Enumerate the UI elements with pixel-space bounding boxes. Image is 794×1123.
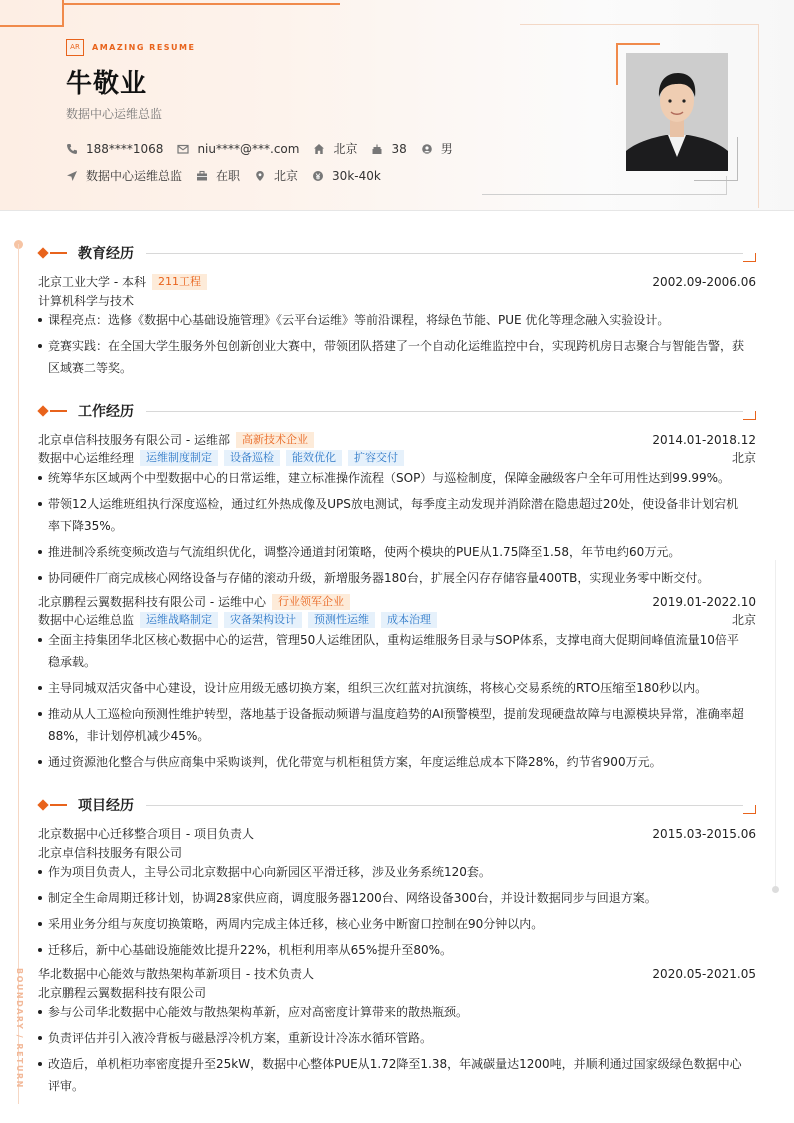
email-item xyxy=(177,142,299,156)
education-date: 2002.09-2006.06 xyxy=(652,274,756,289)
photo-decor-line xyxy=(520,24,758,25)
title-dash xyxy=(50,252,67,254)
top-accent-line xyxy=(64,3,340,5)
avatar xyxy=(626,53,728,171)
job-city: 北京 xyxy=(731,613,756,627)
skill-tag: 能效优化 xyxy=(286,450,342,466)
age-text: 38 xyxy=(391,141,407,156)
projects-section-title xyxy=(38,795,756,815)
home-item xyxy=(313,140,357,157)
salary-item xyxy=(312,169,381,183)
list-item: 竞赛实践：在全国大学生服务外包创新创业大赛中，带领团队搭建了一个自动化运维监控中台，实现跨机房日志聚合与智能告警，获区域赛二等奖。 xyxy=(38,335,750,379)
project-name: 北京数据中心迁移整合项目 - 项目负责人 xyxy=(38,827,254,841)
list-item: 协同硬件厂商完成核心网络设备与存储的滚动升级，新增服务器180台，扩展全闪存存储容量400TB，实现业务零中断交付。 xyxy=(38,567,750,589)
list-item: 采用业务分组与灰度切换策略，两周内完成主体迁移，核心业务中断窗口控制在90分钟以内。 xyxy=(38,913,750,935)
job-role-row xyxy=(38,449,756,466)
candidate-title: 数据中心运维总监 xyxy=(66,107,163,121)
project-entry-head xyxy=(38,825,756,842)
list-item: 主导同城双活灾备中心建设，设计应用级无感切换方案，组织三次红蓝对抗演练，将核心交易系统的RTO压缩至180秒以内。 xyxy=(38,677,750,699)
send-icon xyxy=(66,170,78,182)
intent-position-item xyxy=(66,167,182,184)
avatar-portrait xyxy=(626,53,728,171)
list-item: 参与公司华北数据中心能效与散热架构革新，应对高密度计算带来的散热瓶颈。 xyxy=(38,1001,750,1023)
list-item: 负责评估并引入液冷背板与磁悬浮冷机方案，重新设计冷冻水循环管路。 xyxy=(38,1027,750,1049)
mail-icon xyxy=(177,143,189,155)
right-decor-line xyxy=(775,560,776,890)
title-dash xyxy=(50,410,67,412)
intent-position-text: 数据中心运维总监 xyxy=(86,169,183,183)
brand xyxy=(66,39,195,56)
job-bullets xyxy=(38,629,750,777)
skill-tag: 成本治理 xyxy=(381,612,437,628)
resume-header xyxy=(0,0,794,211)
brand-mark: AR xyxy=(66,39,84,56)
money-icon xyxy=(312,170,324,182)
project-company: 北京鹏程云翼数据科技有限公司 xyxy=(38,986,207,1000)
job-role: 数据中心运维经理 xyxy=(38,451,135,465)
project-company: 北京卓信科技服务有限公司 xyxy=(38,846,183,860)
education-bullets xyxy=(38,309,750,383)
job-date: 2014.01-2018.12 xyxy=(652,432,756,447)
project-company-row xyxy=(38,984,756,1001)
job-role-row xyxy=(38,611,756,628)
major: 计算机科学与技术 xyxy=(38,294,135,308)
briefcase-icon xyxy=(196,170,208,182)
company-name: 北京卓信科技服务有限公司 - 运维部 xyxy=(38,433,230,447)
diamond-icon xyxy=(37,405,48,416)
list-item: 带领12人运维班组执行深度巡检，通过红外热成像及UPS放电测试，每季度主动发现并消除潜在隐患超过20处，使设备非计划宕机率下降35%。 xyxy=(38,493,750,537)
photo-decor-line xyxy=(482,194,727,195)
section-label: 教育经历 xyxy=(78,246,134,262)
list-item: 统筹华东区域两个中型数据中心的日常运维，建立标准操作流程（SOP）与巡检制度，保障金融级客户全年可用性达到99.99%。 xyxy=(38,467,750,489)
home-text: 北京 xyxy=(333,142,358,156)
company-tag: 高新技术企业 xyxy=(236,432,314,448)
project-bullets xyxy=(38,1001,750,1101)
gender-item xyxy=(421,140,453,157)
phone-item xyxy=(66,142,163,156)
skill-tag: 设备巡检 xyxy=(224,450,280,466)
status-item xyxy=(196,167,240,184)
intent-city-item xyxy=(254,167,298,184)
list-item: 全面主持集团华北区核心数据中心的运营，管理50人运维团队，重构运维服务目录与SOP体系，支撑电商大促期间峰值流量10倍平稳承载。 xyxy=(38,629,750,673)
project-date: 2015.03-2015.06 xyxy=(652,826,756,841)
job-role: 数据中心运维总监 xyxy=(38,613,135,627)
company-tag: 行业领军企业 xyxy=(272,594,350,610)
education-section-title xyxy=(38,243,756,263)
education-major-row xyxy=(38,292,756,309)
school-tag: 211工程 xyxy=(152,274,207,290)
job-intent-row xyxy=(66,167,395,184)
section-corner xyxy=(743,253,756,262)
phone-text: 188****1068 xyxy=(86,141,164,156)
skill-tag: 预测性运维 xyxy=(308,612,375,628)
vertical-watermark-text: BOUNDARY / RETURN xyxy=(15,968,24,1089)
work-section-title xyxy=(38,401,756,421)
list-item: 课程亮点：选修《数据中心基础设施管理》《云平台运维》等前沿课程，将绿色节能、PUE 优化等理念融入实验设计。 xyxy=(38,309,750,331)
phone-icon xyxy=(66,143,78,155)
list-item: 作为项目负责人，主导公司北京数据中心向新园区平滑迁移，涉及业务系统120套。 xyxy=(38,861,750,883)
project-name: 华北数据中心能效与散热架构革新项目 - 技术负责人 xyxy=(38,967,314,981)
section-label: 项目经历 xyxy=(78,798,134,814)
diamond-icon xyxy=(37,247,48,258)
section-rule xyxy=(146,253,743,254)
project-entry-head xyxy=(38,965,756,982)
job-city: 北京 xyxy=(731,451,756,465)
right-decor-dot xyxy=(772,886,779,893)
brand-text: AMAZING RESUME xyxy=(92,43,196,52)
age-item xyxy=(371,142,406,156)
section-rule xyxy=(146,411,743,412)
list-item: 制定全生命周期迁移计划，协调28家供应商，调度服务器1200台、网络设备300台，并设计数据同步与回退方案。 xyxy=(38,887,750,909)
job-bullets xyxy=(38,467,750,593)
skill-tag: 扩容交付 xyxy=(348,450,404,466)
education-entry-head xyxy=(38,273,756,290)
list-item: 改造后，单机柜功率密度提升至25kW，数据中心整体PUE从1.72降至1.38，年减碳量达1200吨，并顺利通过国家级绿色数据中心评审。 xyxy=(38,1053,750,1097)
section-label: 工作经历 xyxy=(78,404,134,420)
location-pin-icon xyxy=(254,170,266,182)
company-name: 北京鹏程云翼数据科技有限公司 - 运维中心 xyxy=(38,595,266,609)
email-text: niu****@***.com xyxy=(197,141,300,156)
title-dash xyxy=(50,804,67,806)
project-bullets xyxy=(38,861,750,965)
list-item: 推进制冷系统变频改造与气流组织优化，调整冷通道封闭策略，使两个模块的PUE从1.75降至1.58，年节电约60万元。 xyxy=(38,541,750,563)
status-text: 在职 xyxy=(216,169,241,183)
list-item: 推动从人工巡检向预测性维护转型，落地基于设备振动频谱与温度趋势的AI预警模型，提前发现硬盘故障与电源模块异常，准确率超88%，非计划停机减少45%。 xyxy=(38,703,750,747)
job-entry-head xyxy=(38,431,756,448)
contact-row xyxy=(66,140,467,157)
intent-city-text: 北京 xyxy=(274,169,299,183)
school-name: 北京工业大学 - 本科 xyxy=(38,275,146,289)
candidate-name: 牛敬业 xyxy=(66,69,148,99)
list-item: 通过资源池化整合与供应商集中采购谈判，优化带宽与机柜租赁方案，年度运维总成本下降28%，约节省900万元。 xyxy=(38,751,750,773)
project-date: 2020.05-2021.05 xyxy=(652,966,756,981)
photo-decor-line xyxy=(758,24,759,208)
cake-icon xyxy=(371,143,383,155)
list-item: 迁移后，新中心基础设施能效比提升22%，机柜利用率从65%提升至80%。 xyxy=(38,939,750,961)
skill-tag: 运维制度制定 xyxy=(140,450,218,466)
diamond-icon xyxy=(37,799,48,810)
job-date: 2019.01-2022.10 xyxy=(652,594,756,609)
project-company-row xyxy=(38,844,756,861)
skill-tag: 灾备架构设计 xyxy=(224,612,302,628)
job-entry-head xyxy=(38,593,756,610)
section-corner xyxy=(743,805,756,814)
gender-text: 男 xyxy=(440,142,453,156)
salary-text: 30k-40k xyxy=(332,168,381,183)
section-corner xyxy=(743,411,756,420)
section-rule xyxy=(146,805,743,806)
home-icon xyxy=(313,143,325,155)
corner-decoration xyxy=(0,0,64,27)
gender-icon xyxy=(421,143,433,155)
skill-tag: 运维战略制定 xyxy=(140,612,218,628)
